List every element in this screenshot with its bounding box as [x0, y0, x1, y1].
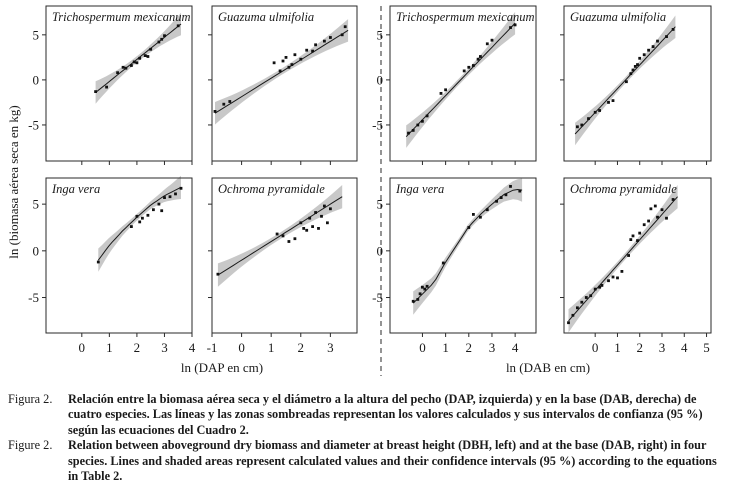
- data-point: [509, 26, 512, 29]
- data-point: [311, 225, 314, 228]
- data-point: [160, 209, 163, 212]
- data-point: [419, 292, 422, 295]
- x-tick-label: 1: [106, 340, 113, 355]
- panel-title: Inga vera: [52, 182, 101, 196]
- data-point: [627, 254, 630, 257]
- x-tick-label: 2: [133, 340, 141, 355]
- data-point: [94, 90, 97, 93]
- data-point: [638, 57, 641, 60]
- data-point: [329, 36, 332, 39]
- data-point: [177, 24, 180, 27]
- x-tick-label: 4: [511, 340, 519, 355]
- data-point: [580, 301, 583, 304]
- y-tick-label: -5: [372, 117, 383, 133]
- y-tick-label: 5: [32, 27, 39, 43]
- data-point: [607, 101, 610, 104]
- data-point: [616, 277, 619, 280]
- data-point: [222, 103, 225, 106]
- data-point: [647, 49, 650, 52]
- data-point: [291, 63, 294, 66]
- data-point: [133, 61, 136, 64]
- data-point: [228, 100, 231, 103]
- data-point: [122, 66, 125, 69]
- data-point: [158, 203, 161, 206]
- data-point: [329, 207, 332, 210]
- x-tick-label: 1: [267, 340, 275, 355]
- x-axis-label-left: ln (DAP en cm): [180, 360, 264, 375]
- data-point: [598, 109, 601, 112]
- data-point: [141, 217, 144, 220]
- data-point: [500, 196, 503, 199]
- data-point: [407, 132, 410, 135]
- data-point: [621, 270, 624, 273]
- data-point: [594, 111, 597, 114]
- data-point: [314, 43, 317, 46]
- data-point: [426, 115, 429, 118]
- data-point: [576, 306, 579, 309]
- data-point: [629, 238, 632, 241]
- confidence-band: [413, 179, 522, 315]
- data-point: [163, 34, 166, 37]
- data-point: [125, 67, 128, 70]
- data-point: [214, 110, 217, 113]
- panel-3: [560, 6, 711, 165]
- fitted-line: [406, 23, 515, 137]
- data-point: [486, 208, 489, 211]
- caption-es-label: Figura 2.: [8, 392, 53, 406]
- data-point: [152, 208, 155, 211]
- data-point: [130, 225, 133, 228]
- data-point: [463, 70, 466, 73]
- data-point: [320, 215, 323, 218]
- data-point: [625, 80, 628, 83]
- data-point: [656, 40, 659, 43]
- data-point: [130, 64, 133, 67]
- data-point: [665, 35, 668, 38]
- x-tick-label: 2: [636, 340, 643, 355]
- y-axis-label: ln (biomasa aérea seca en kg): [6, 105, 21, 259]
- data-point: [440, 92, 443, 95]
- data-point: [636, 239, 639, 242]
- data-point: [285, 56, 288, 59]
- panel-title: Trichospermum mexicanum: [52, 10, 191, 24]
- caption-english: [8, 438, 724, 484]
- y-tick-label: 0: [376, 243, 383, 259]
- data-point: [144, 54, 147, 57]
- data-point: [323, 205, 326, 208]
- data-point: [169, 195, 172, 198]
- data-point: [412, 300, 415, 303]
- data-point: [647, 220, 650, 223]
- data-point: [576, 125, 579, 128]
- data-point: [147, 55, 150, 58]
- data-point: [472, 64, 475, 67]
- data-point: [629, 72, 632, 75]
- data-point: [495, 200, 498, 203]
- x-tick-label: 0: [419, 340, 426, 355]
- data-point: [661, 208, 664, 211]
- data-point: [650, 207, 653, 210]
- data-point: [412, 129, 415, 132]
- data-point: [654, 205, 657, 208]
- y-tick-label: 5: [376, 196, 383, 212]
- y-tick-label: 5: [32, 196, 39, 212]
- data-point: [491, 39, 494, 42]
- data-point: [416, 298, 419, 301]
- data-point: [467, 226, 470, 229]
- panel-title: Guazuma ulmifolia: [218, 10, 315, 24]
- data-point: [158, 41, 161, 44]
- panel-frame: [564, 178, 711, 333]
- data-point: [97, 261, 100, 264]
- x-tick-label: 3: [488, 340, 496, 355]
- data-point: [632, 235, 635, 238]
- data-point: [587, 117, 590, 120]
- data-point: [479, 216, 482, 219]
- data-point: [276, 233, 279, 236]
- y-tick-label: 0: [32, 72, 39, 88]
- data-point: [477, 58, 480, 61]
- data-point: [643, 223, 646, 226]
- figure-caption: [8, 392, 724, 484]
- data-point: [282, 60, 285, 63]
- data-point: [273, 61, 276, 64]
- x-tick-label: 2: [297, 340, 305, 355]
- data-point: [294, 237, 297, 240]
- fitted-line: [215, 30, 348, 113]
- data-point: [509, 185, 512, 188]
- x-tick-label: 0: [591, 340, 599, 355]
- x-tick-label: 0: [78, 340, 86, 355]
- y-tick-label: 5: [376, 27, 383, 43]
- data-point: [638, 232, 641, 235]
- data-point: [311, 50, 314, 53]
- y-tick-label: 0: [32, 243, 39, 259]
- data-point: [444, 88, 447, 91]
- data-point: [589, 294, 592, 297]
- panel-5: [207, 178, 357, 355]
- data-point: [585, 296, 588, 299]
- confidence-band: [98, 176, 181, 272]
- x-tick-label: 0: [238, 340, 245, 355]
- data-point: [594, 288, 597, 291]
- data-point: [305, 229, 308, 232]
- fitted-line: [218, 197, 342, 275]
- data-point: [294, 53, 297, 56]
- panel-1: [208, 6, 357, 165]
- y-tick-label: -5: [372, 290, 383, 306]
- x-tick-label: 3: [161, 340, 168, 355]
- data-point: [479, 55, 482, 58]
- panel-7: [560, 178, 711, 355]
- data-point: [607, 279, 610, 282]
- data-point: [344, 25, 347, 28]
- data-point: [612, 99, 615, 102]
- x-tick-label: 1: [614, 340, 621, 355]
- data-point: [174, 193, 177, 196]
- data-point: [472, 213, 475, 216]
- y-tick-label: -5: [28, 117, 39, 133]
- data-point: [426, 285, 429, 288]
- panel-title: Ochroma pyramidale: [218, 182, 325, 196]
- data-point: [632, 69, 635, 72]
- y-tick-label: -5: [28, 290, 39, 306]
- data-point: [288, 240, 291, 243]
- data-point: [442, 262, 445, 265]
- data-point: [282, 235, 285, 238]
- data-point: [601, 284, 604, 287]
- panel-frame: [390, 178, 536, 333]
- caption-en-label: Figure 2.: [8, 438, 53, 453]
- data-point: [326, 221, 329, 224]
- data-point: [147, 214, 150, 217]
- y-tick-label: 0: [376, 72, 383, 88]
- data-point: [138, 57, 141, 60]
- data-point: [136, 215, 139, 218]
- data-point: [467, 66, 470, 69]
- data-point: [105, 86, 108, 89]
- data-point: [138, 221, 141, 224]
- data-point: [421, 286, 424, 289]
- data-point: [180, 187, 183, 190]
- data-point: [518, 190, 521, 193]
- panel-2: [372, 6, 536, 165]
- data-point: [672, 28, 675, 31]
- data-point: [299, 58, 302, 61]
- data-point: [136, 61, 139, 64]
- data-point: [505, 193, 508, 196]
- caption-en-text: Relation between aboveground dry biomass and diameter at breast height (DBH, left) and at the base (DAB, right) in four species. Lines and shaded areas represent calculated values and their confidence intervals (95 %) according to the equations in Table 2.: [68, 438, 717, 484]
- data-point: [580, 124, 583, 127]
- data-point: [323, 40, 326, 43]
- x-axis-label-right: ln (DAB en cm): [505, 360, 591, 375]
- data-point: [116, 71, 119, 74]
- panel-title: Guazuma ulmifolia: [570, 10, 667, 24]
- panel-4: [28, 176, 196, 355]
- x-tick-label: 2: [465, 340, 473, 355]
- data-point: [299, 221, 302, 224]
- panel-title: Inga vera: [396, 182, 445, 196]
- fitted-line: [569, 197, 678, 321]
- data-point: [656, 216, 659, 219]
- x-tick-label: 1: [442, 340, 449, 355]
- data-point: [163, 196, 166, 199]
- caption-es-text: Relación entre la biomasa aérea seca y el diámetro a la altura del pecho (DAP, izquierda) y en la base (DAB, derecha) de cuatro especies. Las líneas y las zonas sombreadas representan los valores calculados y sus intervalos de confianza (95 %) según las ecuaciones del Cuadro 2.: [68, 392, 703, 437]
- data-point: [160, 38, 163, 41]
- caption-spanish: [8, 392, 724, 438]
- data-point: [149, 48, 152, 51]
- data-point: [652, 45, 655, 48]
- data-point: [341, 33, 344, 36]
- data-point: [416, 124, 419, 127]
- data-point: [279, 70, 282, 73]
- x-tick-label: 5: [703, 340, 710, 355]
- panel-frame: [46, 178, 192, 333]
- data-point: [308, 217, 311, 220]
- x-tick-label: 3: [658, 340, 666, 355]
- panel-title: Trichospermum mexicanum: [396, 10, 535, 24]
- data-point: [317, 227, 320, 230]
- data-point: [423, 288, 426, 291]
- data-point: [636, 63, 639, 66]
- panel-frame: [564, 6, 711, 161]
- data-point: [643, 53, 646, 56]
- panel-frame: [212, 6, 357, 161]
- data-point: [302, 227, 305, 230]
- x-tick-label: 3: [327, 340, 334, 355]
- x-tick-label: 4: [681, 340, 688, 355]
- data-point: [672, 198, 675, 201]
- data-point: [314, 211, 317, 214]
- data-point: [217, 273, 220, 276]
- x-tick-label: 4: [188, 340, 196, 355]
- x-tick-label: -1: [206, 340, 218, 355]
- panel-title: Ochroma pyramidale: [570, 182, 677, 196]
- data-point: [612, 276, 615, 279]
- data-point: [665, 217, 668, 220]
- data-point: [572, 314, 575, 317]
- panel-6: [372, 178, 536, 355]
- data-point: [421, 120, 424, 123]
- panel-0: [28, 6, 192, 165]
- data-point: [567, 321, 570, 324]
- data-point: [288, 66, 291, 69]
- data-point: [486, 42, 489, 45]
- data-point: [305, 49, 308, 52]
